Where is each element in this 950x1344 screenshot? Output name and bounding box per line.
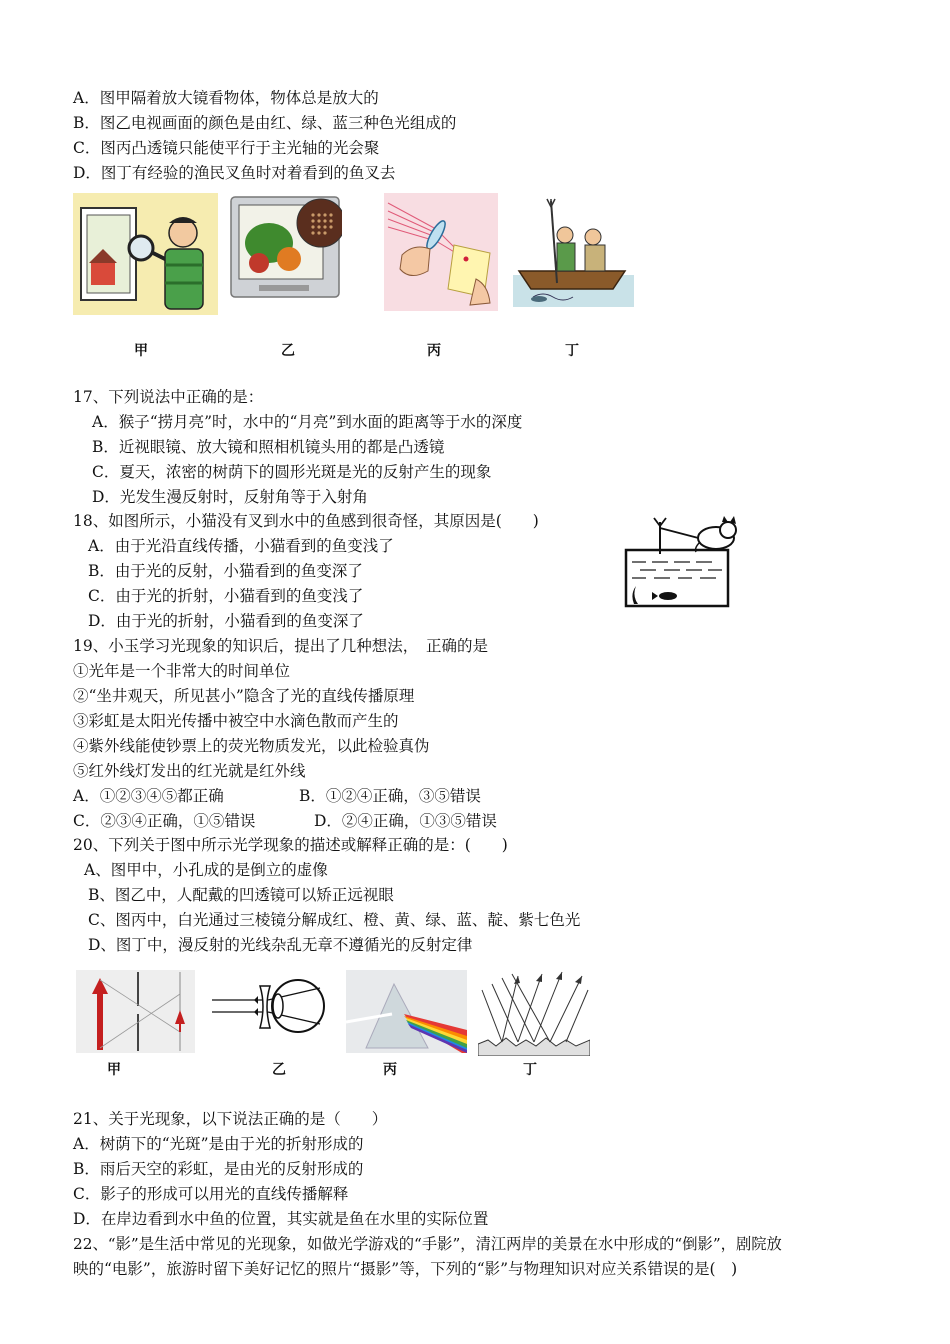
tv-figure [229,193,342,303]
fishing-boat-figure [513,193,634,307]
q16-caption-bing: 丙 [427,343,441,359]
q19-statement-3: ③彩虹是太阳光传播中被空中水滴色散而产生的 [73,712,399,730]
q17-option-c: C．夏天，浓密的树荫下的圆形光斑是光的反射产生的现象 [92,463,492,481]
q20-caption-jia: 甲 [107,1062,121,1078]
q20-caption-ding: 丁 [523,1062,537,1078]
q18-option-b: B．由于光的反射，小猫看到的鱼变深了 [88,562,363,580]
q21-option-d: D．在岸边看到水中鱼的位置，其实就是鱼在水里的实际位置 [73,1210,489,1228]
q19-option-c: C．②③④正确，①⑤错误 [73,812,256,830]
q21-option-c: C．影子的形成可以用光的直线传播解释 [73,1185,349,1203]
q19-statement-2: ②“坐井观天，所见甚小”隐含了光的直线传播原理 [73,687,415,705]
q16-caption-jia: 甲 [134,343,148,359]
q16-caption-ding: 丁 [565,343,579,359]
q19-option-b: B．①②④正确，③⑤错误 [299,787,481,805]
q19-option-d: D．②④正确，①③⑤错误 [314,812,497,830]
pinhole-figure [76,970,195,1053]
q16-option-b: B．图乙电视画面的颜色是由红、绿、蓝三种色光组成的 [73,114,457,132]
q17-option-b: B．近视眼镜、放大镜和照相机镜头用的都是凸透镜 [92,438,445,456]
q19-stem: 19、小玉学习光现象的知识后，提出了几种想法， 正确的是 [73,637,488,655]
magnifier-figure [73,193,218,315]
cat-fishing-figure [620,514,742,608]
q17-option-a: A．猴子“捞月亮”时，水中的“月亮”到水面的距离等于水的深度 [92,413,523,431]
q17-stem: 17、下列说法中正确的是： [73,388,264,406]
q20-option-c: C、图丙中，白光通过三棱镜分解成红、橙、黄、绿、蓝、靛、紫七色光 [88,911,581,929]
q17-option-d: D．光发生漫反射时，反射角等于入射角 [92,488,368,506]
q18-option-d: D．由于光的折射，小猫看到的鱼变深了 [88,612,364,630]
q21-option-a: A．树荫下的“光斑”是由于光的折射形成的 [73,1135,364,1153]
q18-option-a: A．由于光沿直线传播，小猫看到的鱼变浅了 [88,537,394,555]
q21-option-b: B．雨后天空的彩虹，是由光的反射形成的 [73,1160,364,1178]
q22-stem-line2: 映的“电影”，旅游时留下美好记忆的照片“摄影”等，下列的“影”与物理知识对应关系错误的是( ) [73,1260,738,1278]
q20-option-d: D、图丁中，漫反射的光线杂乱无章不遵循光的反射定律 [88,936,473,954]
q20-option-b: B、图乙中，人配戴的凹透镜可以矫正远视眼 [88,886,394,904]
q21-stem: 21、关于光现象，以下说法正确的是（ ） [73,1110,388,1128]
convex-lens-figure [384,193,498,311]
q18-stem: 18、如图所示，小猫没有叉到水中的鱼感到很奇怪，其原因是( ) [73,512,539,530]
q19-statement-5: ⑤红外线灯发出的红光就是红外线 [73,762,306,780]
q18-option-c: C．由于光的折射，小猫看到的鱼变浅了 [88,587,364,605]
diffuse-reflection-figure [478,970,590,1056]
q20-caption-yi: 乙 [272,1062,286,1078]
q22-stem-line1: 22、“影”是生活中常见的光现象，如做光学游戏的“手影”，清江两岸的美景在水中形成的“倒影”，剧院放 [73,1235,782,1253]
q16-option-c: C．图丙凸透镜只能使平行于主光轴的光会聚 [73,139,380,157]
q19-option-a: A．①②③④⑤都正确 [73,787,224,805]
q16-option-d: D．图丁有经验的渔民叉鱼时对着看到的鱼叉去 [73,164,396,182]
q19-statement-1: ①光年是一个非常大的时间单位 [73,662,291,680]
q19-statement-4: ④紫外线能使钞票上的荧光物质发光，以此检验真伪 [73,737,430,755]
q16-option-a: A．图甲隔着放大镜看物体，物体总是放大的 [73,89,379,107]
concave-lens-eye-figure [208,972,330,1044]
q20-caption-bing: 丙 [383,1062,397,1078]
prism-figure [346,970,467,1053]
q20-stem: 20、下列关于图中所示光学现象的描述或解释正确的是：( ) [73,836,508,854]
q16-caption-yi: 乙 [281,343,295,359]
q20-option-a: A、图甲中，小孔成的是倒立的虚像 [84,861,328,879]
